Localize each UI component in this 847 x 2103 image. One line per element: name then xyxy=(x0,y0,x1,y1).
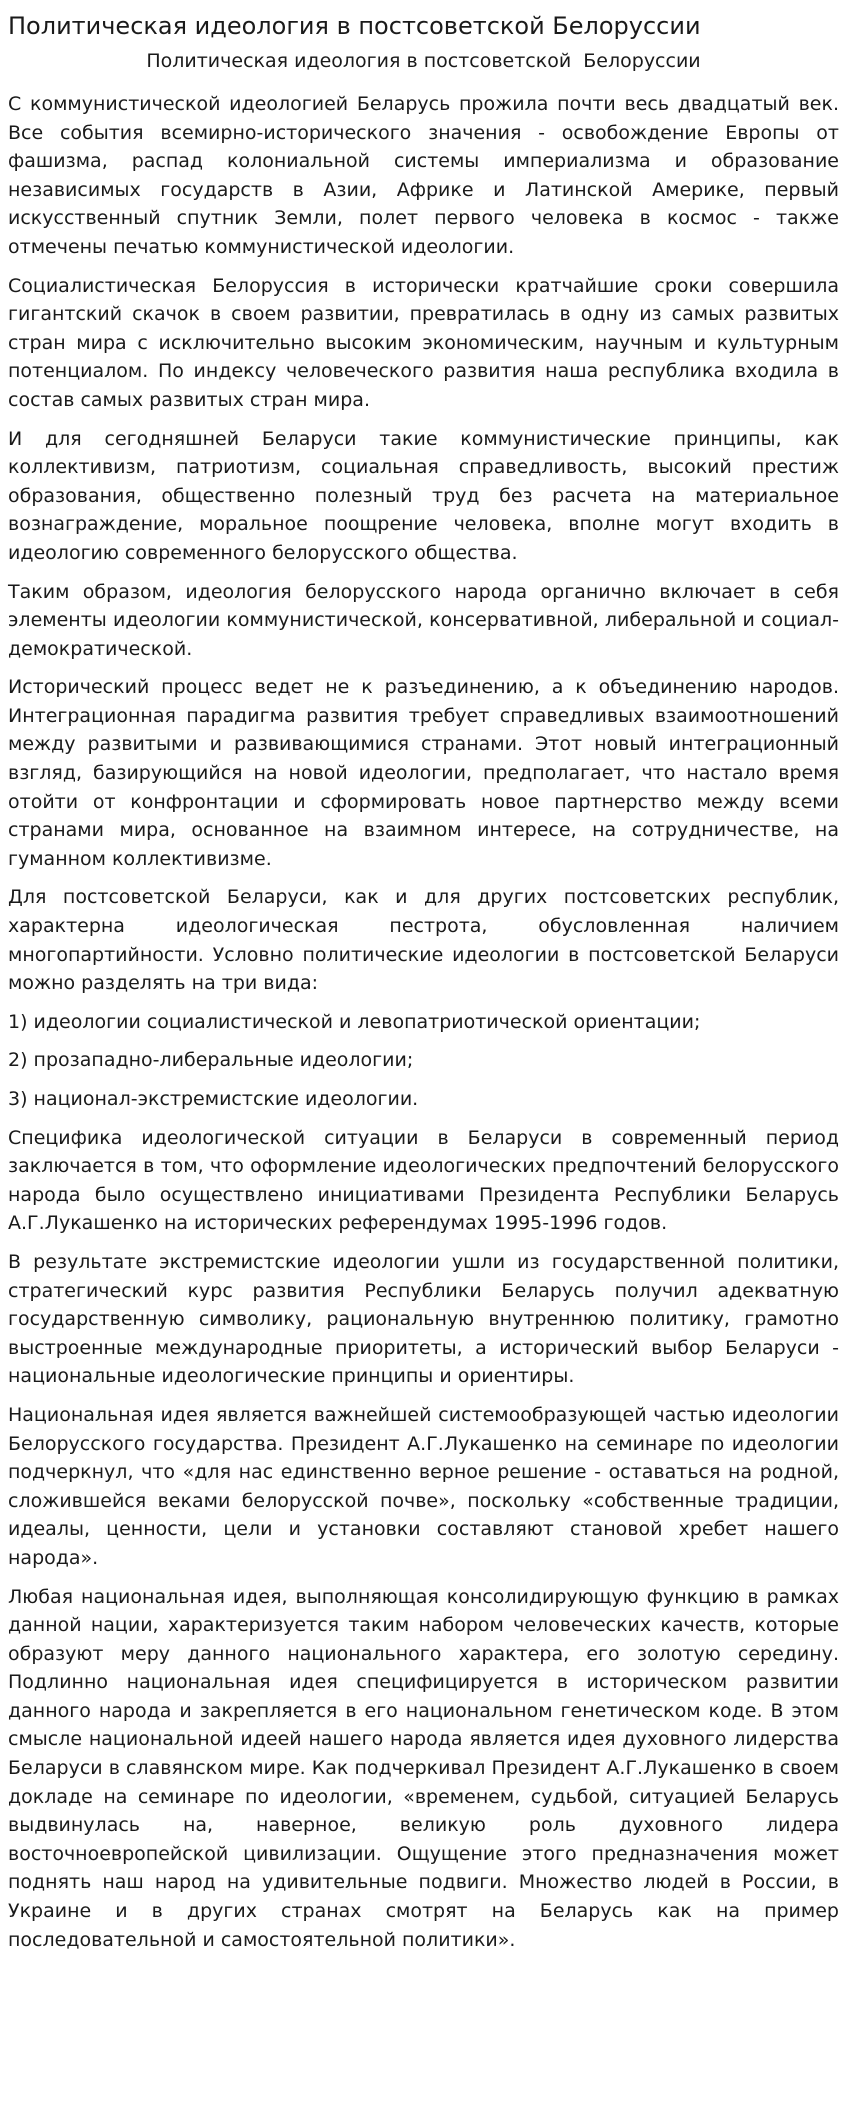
paragraph-4: Таким образом, идеология белорусского народа органично включает в себя элементы идеологии коммунистической, консервативной, либеральной и социал-демократической. xyxy=(8,580,839,660)
paragraph-5: Исторический процесс ведет не к разъединению, а к объединению народов. Интеграционная парадигма развития требует справедливых взаимоотношений между развитыми и развивающимися странами. Этот новый интеграционный взгляд, базирующийся на новой идеологии, предполагает, что настало время отойти от конфронтации и сформировать новое партнерство между всеми странами мира, основанное на взаимном интересе, на сотрудничестве, на гуманном коллективизме. xyxy=(8,676,839,870)
list-item-3: 3) национал-экстремистские идеологии. xyxy=(8,1088,419,1110)
page-subtitle: Политическая идеология в постсоветской Белоруссии xyxy=(146,50,701,72)
paragraph-3: И для сегодняшней Беларуси такие коммунистические принципы, как коллективизм, патриотизм, социальная справедливость, высокий престиж образования, общественно полезный труд без расчета на материальное вознаграждение, моральное поощрение человека, вполне могут входить в идеологию современного белорусского общества. xyxy=(8,427,839,564)
page-title: Политическая идеология в постсоветской Белоруссии xyxy=(8,12,701,40)
paragraph-6: Для постсоветской Беларуси, как и для других постсоветских республик, характерна идеологическая пестрота, обусловленная наличием многопартийности. Условно политические идеологии в постсоветской Беларуси можно разделять на три вида: xyxy=(8,886,839,995)
paragraph-10: Любая национальная идея, выполняющая консолидирующую функцию в рамках данной нации, характеризуется таким набором человеческих качеств, которые образуют меру данного национального характера, его золотую середину. Подлинно национальная идея специфицируется в историческом развитии данного народа и закрепляется в его национальном генетическом коде. В этом смысле национальной идеей нашего народа является идея духовного лидерства Беларуси в славянском мире. Как подчеркивал Президент А.Г.Лукашенко в своем докладе на семинаре по идеологии, «временем, судьбой, ситуацией Беларусь выдвинулась на, наверное, великую роль духовного лидера восточноевропейской цивилизации. Ощущение этого предназначения может поднять наш народ на удивительные подвиги. Множество людей в России, в Украине и в других странах смотрят на Беларусь как на пример последовательной и самостоятельной политики». xyxy=(8,1585,839,1951)
paragraph-1: С коммунистической идеологией Беларусь прожила почти весь двадцатый век. Все события всемирно-исторического значения - освобождение Европы от фашизма, распад колониальной системы империализма и образование независимых государств в Азии, Африке и Латинской Америке, первый искусственный спутник Земли, полет первого человека в космос - также отмечены печатью коммунистической идеологии. xyxy=(8,93,839,258)
paragraph-9: Национальная идея является важнейшей системообразующей частью идеологии Белорусского государства. Президент А.Г.Лукашенко на семинаре по идеологии подчеркнул, что «для нас единственно верное решение - оставаться на родной, сложившейся веками белорусской почве», поскольку «собственные традиции, идеалы, ценности, цели и установки составляют становой хребет нашего народа». xyxy=(8,1403,839,1569)
paragraph-8: В результате экстремистские идеологии ушли из государственной политики, стратегический курс развития Республики Беларусь получил адекватную государственную символику, рациональную внутреннюю политику, грамотно выстроенные международные приоритеты, а исторический выбор Беларуси - национальные идеологические принципы и ориентиры. xyxy=(8,1250,839,1388)
list-item-2: 2) прозападно-либеральные идеологии; xyxy=(8,1049,414,1072)
paragraph-7: Специфика идеологической ситуации в Беларуси в современный период заключается в том, что оформление идеологических предпочтений белорусского народа было осуществлено инициативами Президента Республики Беларусь А.Г.Лукашенко на исторических референдумах 1995-1996 годов. xyxy=(8,1126,839,1235)
list-item-1: 1) идеологии социалистической и левопатриотической ориентации; xyxy=(8,1010,701,1033)
paragraph-2: Социалистическая Белоруссия в исторически кратчайшие сроки совершила гигантский скачок в своем развитии, превратилась в одну из самых развитых стран мира с исключительно высоким экономическим, научным и культурным потенциалом. По индексу человеческого развития наша республика входила в состав самых развитых стран мира. xyxy=(8,274,839,411)
